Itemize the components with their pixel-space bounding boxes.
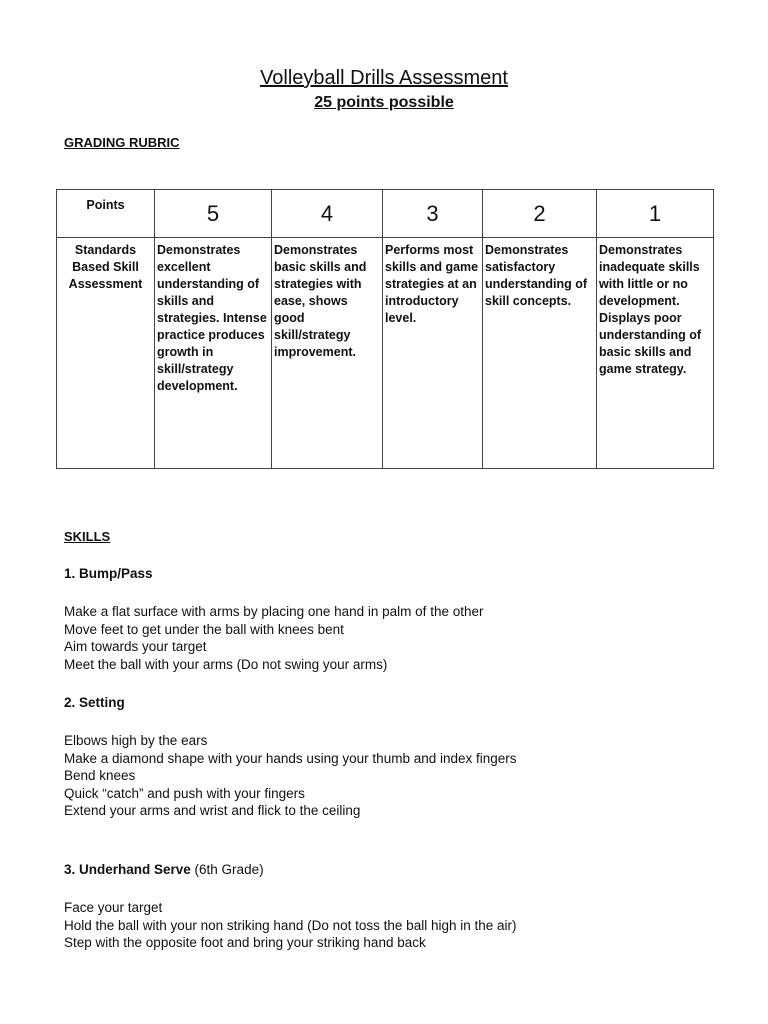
grading-rubric-table (56, 189, 714, 469)
skills-heading: SKILLS (64, 529, 111, 544)
criteria-5-cell: Demonstrates excellent understanding of skills and strategies. Intense practice produces growth in skill/strategy development. (155, 238, 272, 469)
criteria-4-cell: Demonstrates basic skills and strategies with ease, shows good skill/strategy improvement. (272, 238, 383, 469)
criteria-2-cell: Demonstrates satisfactory understanding of skill concepts. (483, 238, 597, 469)
instruction-line: Step with the opposite foot and bring your striking hand back (64, 935, 426, 951)
points-1-cell: 1 (597, 190, 714, 238)
points-5-cell: 5 (155, 190, 272, 238)
instruction-line: Aim towards your target (64, 639, 207, 655)
instruction-line: Hold the ball with your non striking hand (Do not toss the ball high in the air) (64, 917, 517, 933)
skill-grade-note: (6th Grade) (190, 862, 264, 877)
instruction-line: Make a flat surface with arms by placing one hand in palm of the other (64, 604, 484, 619)
points-3-cell: 3 (383, 190, 483, 238)
rubric-criteria-row (57, 238, 714, 469)
skill-title (64, 862, 264, 877)
rubric-header-row (57, 190, 714, 238)
page-subtitle: 25 points possible (314, 94, 454, 111)
standards-label-cell: Standards Based Skill Assessment (57, 238, 155, 469)
skill-title (64, 566, 153, 581)
instruction-line: Meet the ball with your arms (Do not swing your arms) (64, 656, 388, 672)
criteria-3-cell: Performs most skills and game strategies at an introductory level. (383, 238, 483, 469)
instruction-line: Bend knees (64, 768, 136, 784)
instruction-line: Face your target (64, 900, 163, 915)
skill-instructions (64, 732, 517, 820)
criteria-1-cell: Demonstrates inadequate skills with little or no development. Displays poor understanding of basic skills and game strategy. (597, 238, 714, 469)
skill-name: 2. Setting (64, 695, 125, 710)
skill-instructions (64, 603, 483, 673)
page-title: Volleyball Drills Assessment (260, 67, 508, 89)
skill-title (64, 695, 125, 710)
instruction-line: Quick “catch” and push with your fingers (64, 785, 305, 801)
points-label-cell: Points (57, 190, 155, 238)
skill-name: 3. Underhand Serve (64, 862, 191, 877)
skill-instructions (64, 899, 517, 952)
instruction-line: Move feet to get under the ball with knees bent (64, 621, 344, 637)
instruction-line: Elbows high by the ears (64, 733, 208, 748)
points-2-cell: 2 (483, 190, 597, 238)
instruction-line: Make a diamond shape with your hands using your thumb and index fingers (64, 750, 517, 766)
rubric-heading: GRADING RUBRIC (64, 135, 180, 150)
points-4-cell: 4 (272, 190, 383, 238)
skill-name: 1. Bump/Pass (64, 566, 153, 581)
instruction-line: Extend your arms and wrist and flick to the ceiling (64, 803, 361, 819)
